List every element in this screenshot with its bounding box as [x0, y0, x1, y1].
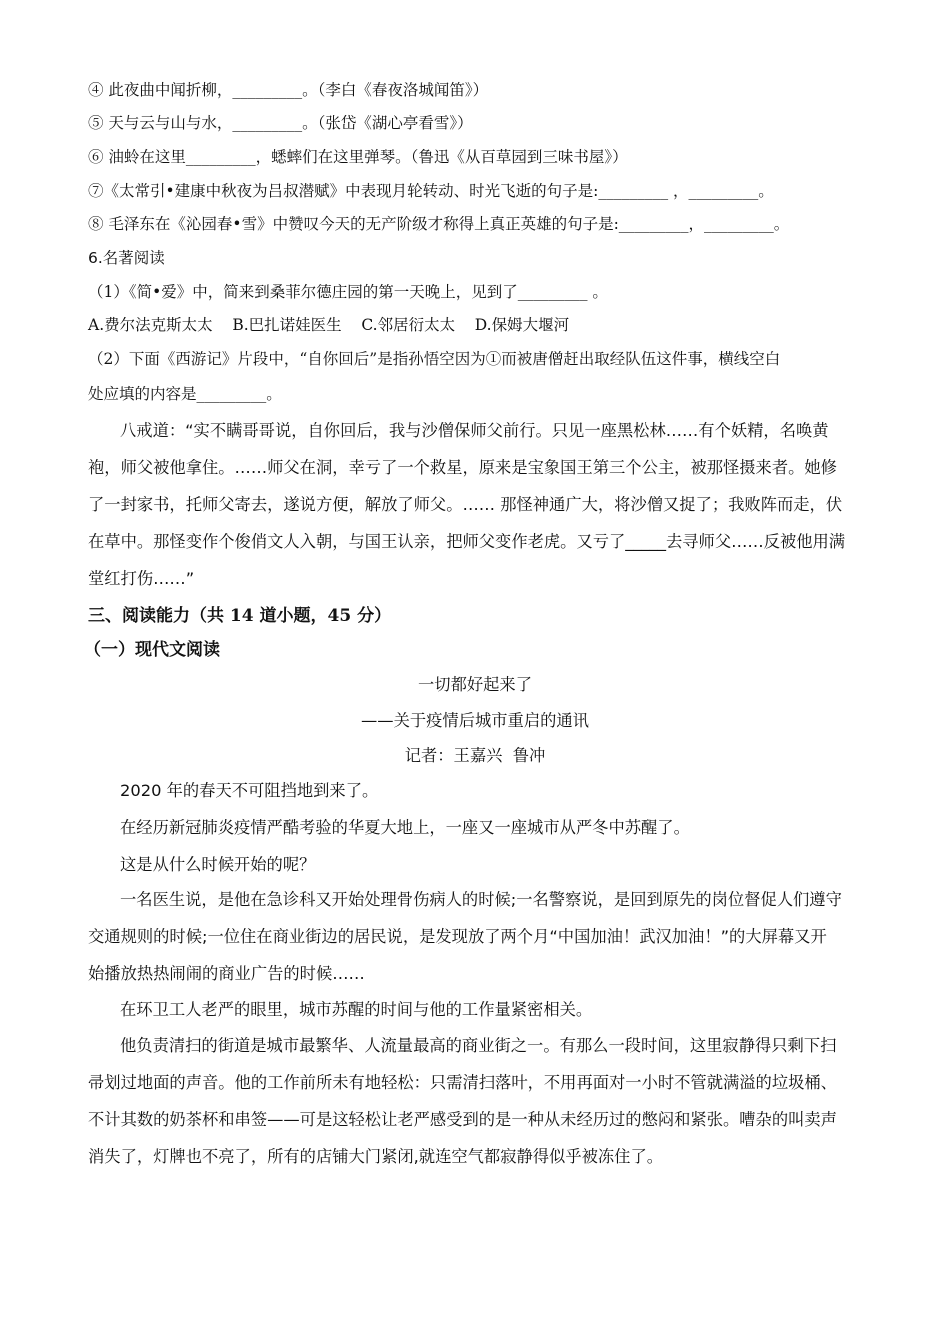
- excerpt-line: 袍，师父被他拿住。……师父在洞，幸亏了一个救星，原来是宝象国王第三个公主，被那怪摄来者。她修: [88, 458, 837, 477]
- poetry-question-7: ⑦《太常引•建康中秋夜为吕叔潜赋》中表现月轮转动、时光飞逝的句子是:_________ ，_________。: [88, 182, 774, 200]
- article-paragraph-line: 交通规则的时候;一位住在商业街边的居民说，是发现放了两个月“中国加油！武汉加油！”的大屏幕又开: [88, 927, 827, 946]
- article-paragraph-line: 帚划过地面的声音。他的工作前所未有地轻松：只需清扫落叶，不用再面对一小时不管就满溢的垃圾桶、: [88, 1073, 837, 1092]
- excerpt-line: 堂红打伤……”: [88, 569, 195, 588]
- classics-question-2-line-1: （2）下面《西游记》片段中，“自你回后”是指孙悟空因为①而被唐僧赶出取经队伍这件事，横线空白: [88, 350, 781, 368]
- article-subtitle: ——关于疫情后城市重启的通讯: [361, 711, 589, 730]
- classics-title: 6.名著阅读: [88, 249, 165, 267]
- section-title: 三、阅读能力（共 14 道小题，45 分）: [88, 606, 392, 626]
- article-paragraph: 2020 年的春天不可阻挡地到来了。: [120, 781, 379, 800]
- classics-question-2-line-2: 处应填的内容是_________。: [88, 385, 282, 403]
- excerpt-line: 在草中。那怪变作个俊俏文人入朝，与国王认亲，把师父变作老虎。又亏了_____去寻师父……反被他用满: [88, 532, 846, 551]
- poetry-question-8: ⑧ 毛泽东在《沁园春•雪》中赞叹今天的无产阶级才称得上真正英雄的句子是:_________，_________。: [88, 215, 790, 233]
- excerpt-line: 了一封家书，托师父寄去，遂说方便，解放了师父。…… 那怪神通广大，将沙僧又捉了；我败阵而走，伏: [88, 495, 843, 514]
- article-paragraph: 在环卫工人老严的眼里，城市苏醒的时间与他的工作量紧密相关。: [120, 1000, 593, 1019]
- poetry-question-5: ⑤ 天与云与山与水，_________。（张岱《湖心亭看雪》）: [88, 114, 473, 132]
- article-paragraph-line: 他负责清扫的街道是城市最繁华、人流量最高的商业街之一。有那么一段时间，这里寂静得只剩下扫: [120, 1036, 837, 1055]
- section-subtitle: （一）现代文阅读: [84, 640, 220, 660]
- excerpt-line: 八戒道：“实不瞒哥哥说，自你回后，我与沙僧保师父前行。只见一座黑松林……有个妖精，名唤黄: [120, 421, 829, 440]
- poetry-question-4: ④ 此夜曲中闻折柳，_________。（李白《春夜洛城闻笛》）: [88, 81, 489, 99]
- article-byline: 记者：王嘉兴 鲁冲: [404, 746, 546, 765]
- classics-options: A.费尔法克斯太太 B.巴扎诺娃医生 C.邻居衍太太 D.保姆大堰河: [88, 316, 570, 334]
- poetry-question-6: ⑥ 油蛉在这里_________，蟋蟀们在这里弹琴。（鲁迅《从百草园到三味书屋》）: [88, 148, 628, 166]
- article-title: 一切都好起来了: [418, 675, 532, 694]
- classics-question-1: （1）《简•爱》中，简来到桑菲尔德庄园的第一天晚上，见到了_________ 。: [88, 283, 608, 301]
- article-paragraph-line: 一名医生说，是他在急诊科又开始处理骨伤病人的时候;一名警察说，是回到原先的岗位督促人们遵守: [120, 890, 842, 909]
- article-paragraph-line: 始播放热热闹闹的商业广告的时候……: [88, 964, 365, 983]
- article-paragraph: 在经历新冠肺炎疫情严酷考验的华夏大地上，一座又一座城市从严冬中苏醒了。: [120, 818, 690, 837]
- article-paragraph-line: 消失了，灯牌也不亮了，所有的店铺大门紧闭,就连空气都寂静得似乎被冻住了。: [88, 1147, 664, 1166]
- article-paragraph: 这是从什么时候开始的呢？: [120, 855, 316, 874]
- article-paragraph-line: 不计其数的奶茶杯和串签——可是这轻松让老严感受到的是一种从未经历过的憋闷和紧张。嘈杂的叫卖声: [88, 1110, 837, 1129]
